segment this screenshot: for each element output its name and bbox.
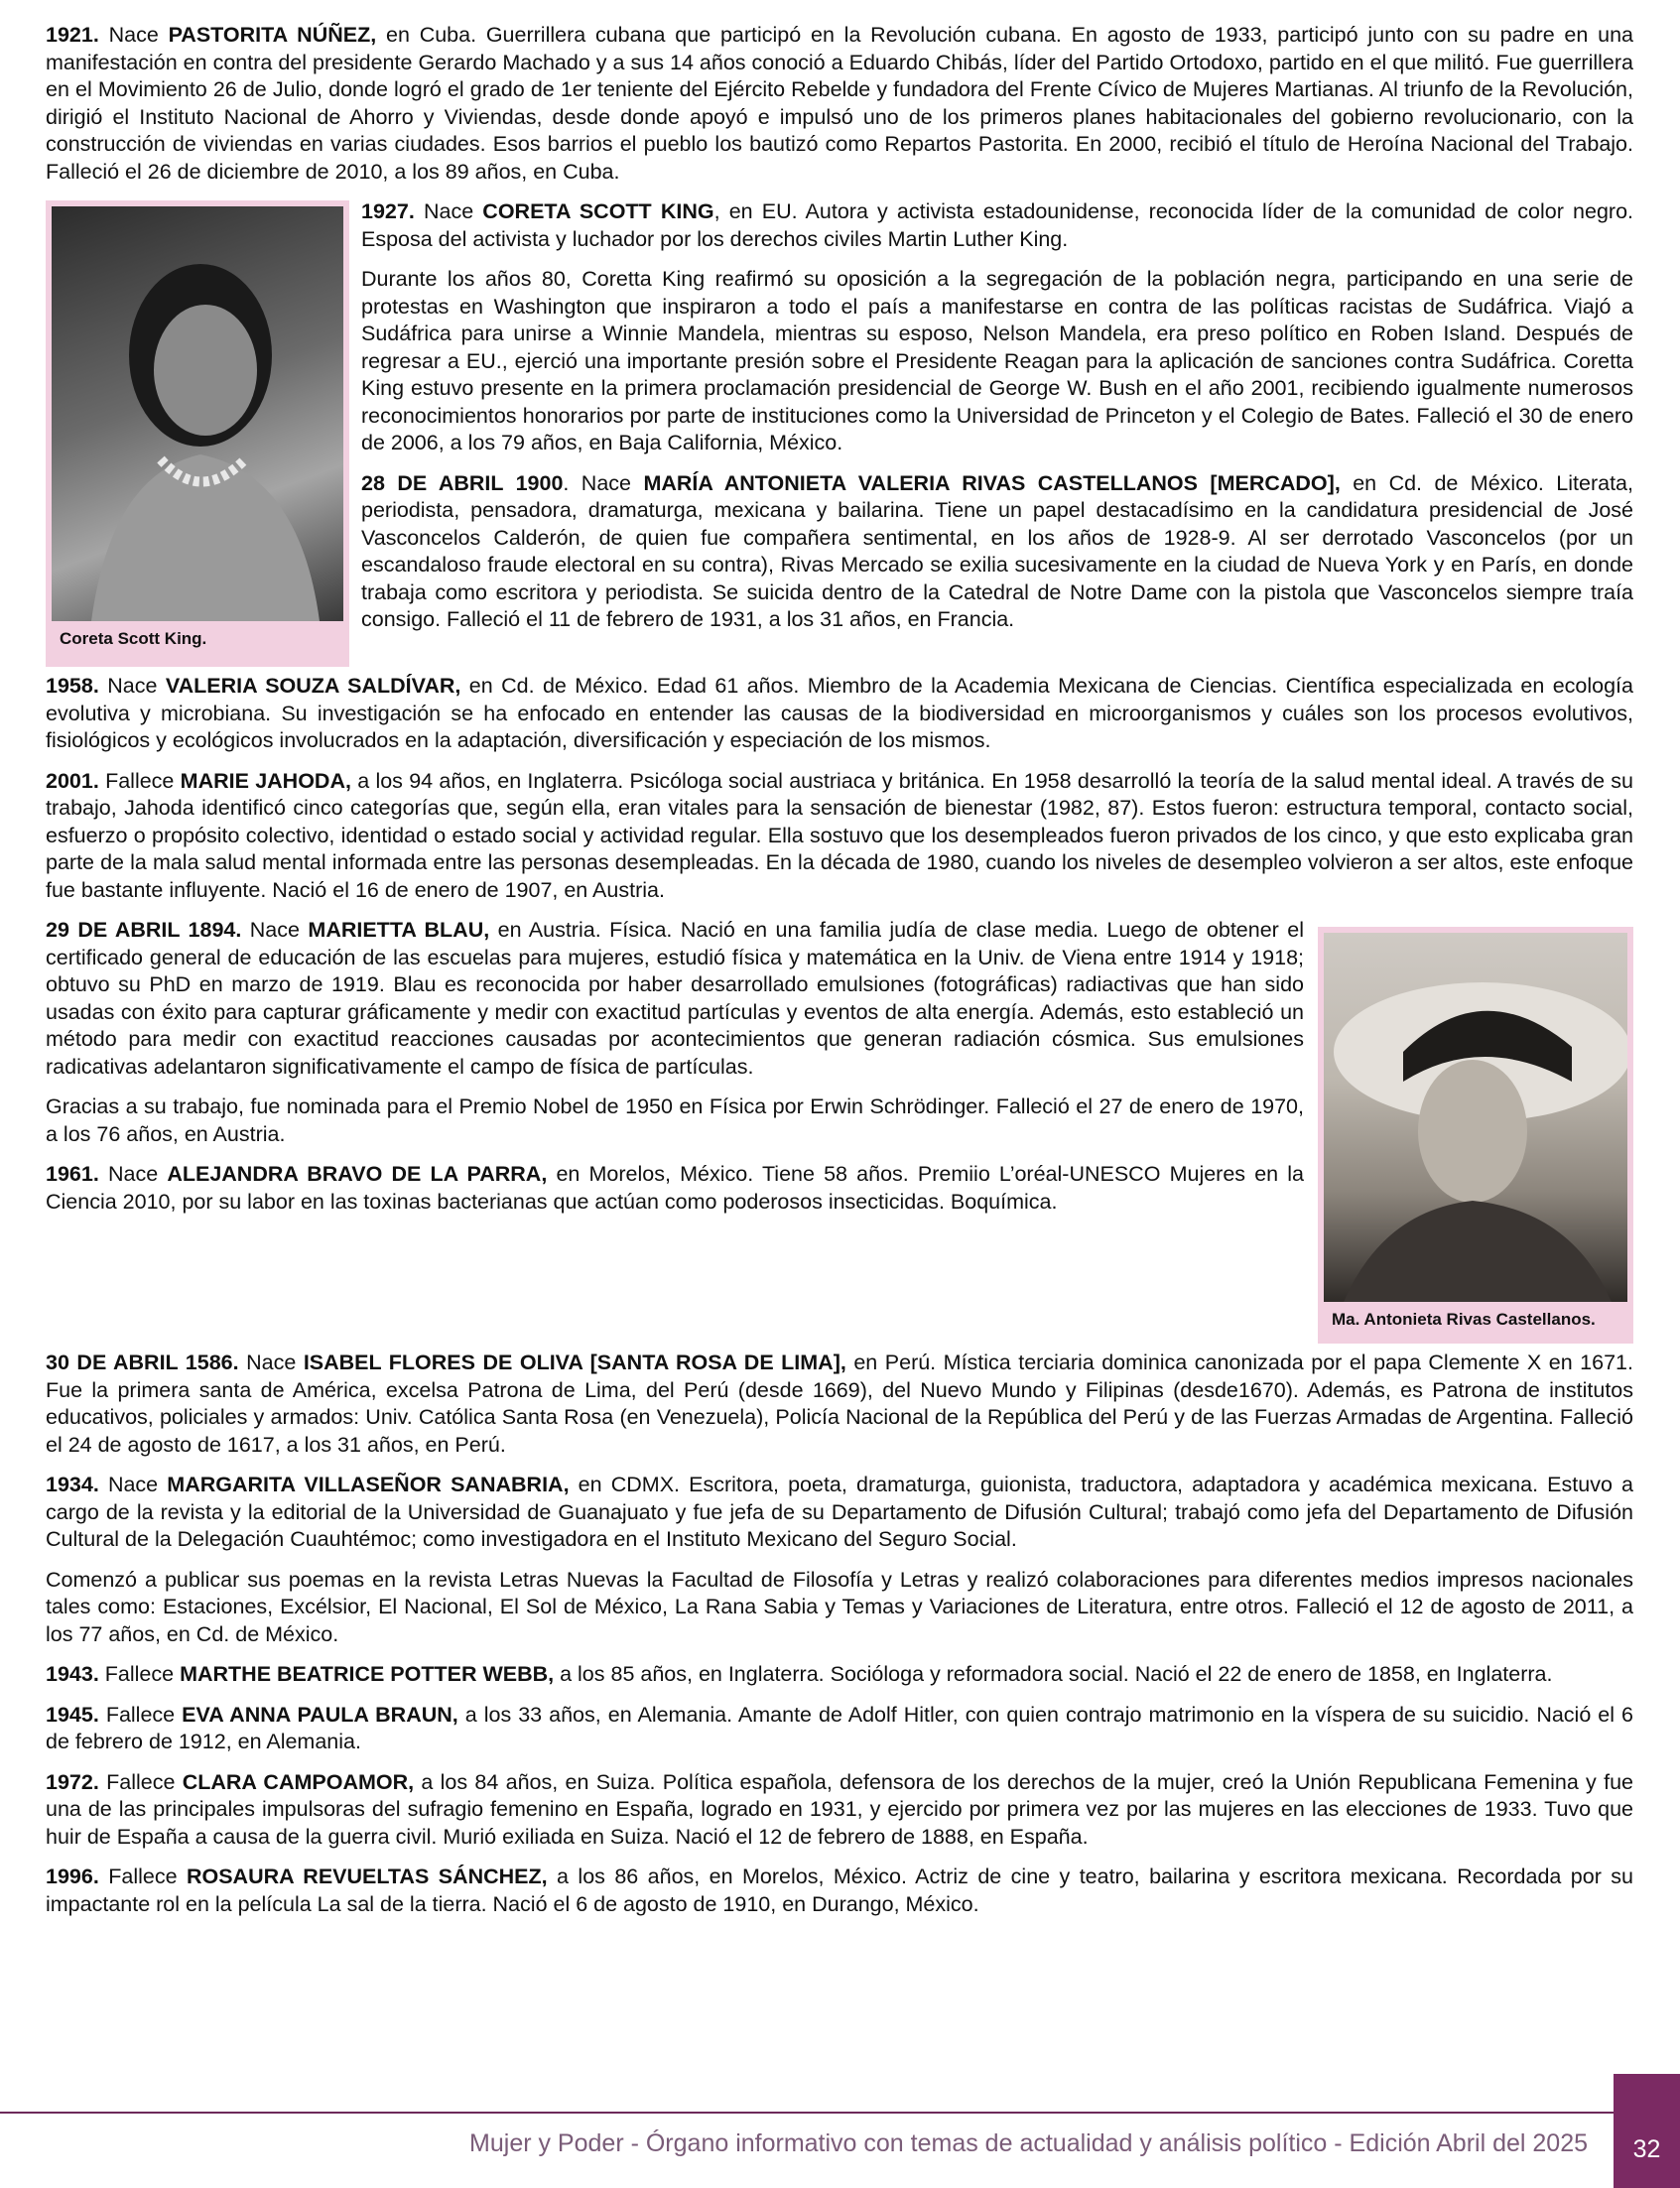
entry-date: 1945. [46,1702,99,1727]
entry-name: CORETA SCOTT KING [482,199,714,223]
entry-verb: Nace [241,918,309,942]
entry-verb: Fallece [98,1702,183,1727]
entry-date: 1921. [46,23,99,47]
entry-verb: . Nace [563,470,644,495]
entry-text: en Cd. de México. Literata, periodista, pensadora, dramaturga, mexicana y bailarina. Tiene un papel destacadísimo en la candidatura presidencial de José Vasconcelos Calderón, de quien fue compañera sentimental, en los años de 1928-9. Al ser derrotado Vasconcelos (por un escandaloso fraude electoral en su contra), Rivas Mercado se exilia sucesivamente en la ciudad de Nueva York y en París, en donde trabaja como escritora y periodista. Se suicida dentro de la Catedral de Notre Dame con la pistola que Vasconcelos siempre traía consigo. Falleció el 11 de febrero de 1931, a los 31 años, en Francia. [361,470,1633,631]
entry-margarita-continued: Comenzó a publicar sus poemas en la revista Letras Nuevas la Facultad de Filosofía y Letras y realizó colaboraciones para diferentes medios impresos nacionales tales como: Estaciones, Excélsior, El Nacional, El Sol de México, La Rana Sabia y Temas y Variaciones de Literatura, entre otros. Falleció el 12 de agosto de 2011, a los 77 años, en Cd. de México. [46,1567,1633,1646]
entry-name: MARGARITA VILLASEÑOR SANABRIA, [167,1473,570,1496]
entry-name: MARTHE BEATRICE POTTER WEBB, [180,1662,555,1686]
portrait-hat-silhouette [1324,933,1627,1302]
entry-marietta-continued: Gracias a su trabajo, fue nominada para el Premio Nobel de 1950 en Física por Erwin Schrödinger. Falleció el 27 de enero de 1970, a los 76 años, en Austria. [46,1094,1304,1146]
entry-date: 1934. [46,1473,99,1496]
entry-clara-campoamor [46,1769,1633,1852]
entry-verb: Nace [98,674,166,698]
entry-marie-jahoda [46,768,1633,905]
figure-caption: Coreta Scott King. [60,629,207,648]
entry-text: a los 86 años, en Morelos, México. Actriz de cine y teatro, bailarina y escritora mexicana. Recordada por su impactante rol en la película La sal de la tierra. Nació el 6 de agosto de 1910, en Durango, México. [46,1865,1633,1916]
footer-publication-text: Mujer y Poder - Órgano informativo con temas de actualidad y análisis político - Edición Abril del 2025 [469,2129,1588,2157]
entry-date: 29 DE ABRIL 1894. [46,918,242,942]
entry-date: 1927. [361,199,415,223]
entry-text: en Cuba. Guerrillera cubana que participó en la Revolución cubana. En agosto de 1933, participó junto con su padre en una manifestación en contra del presidente Gerardo Machado y a sus 14 años conoció a Eduardo Chibás, líder del Partido Ortodoxo, partido en el que militó. Fue guerrillera en el Movimiento 26 de Julio, donde logró el grado de 1er teniente del Ejército Rebelde y fundadora del Frente Cívico de Mujeres Martianas. Al triunfo de la Revolución, dirigió el Instituto Nacional de Ahorro y Viviendas, desde donde apoyó e impulsó uno de los primeros planes habitacionales del gobierno revolucionario, con la construcción de viviendas en varias ciudades. Esos barrios el pueblo los bautizó como Repartos Pastorita. En 2000, recibió el título de Heroína Nacional del Trabajo. Falleció el 26 de diciembre de 2010, a los 89 años, en Cuba. [46,23,1633,184]
figure-caption: Ma. Antonieta Rivas Castellanos. [1332,1310,1596,1329]
figure-coretta-scott-king [46,200,349,667]
entry-name: MARIETTA BLAU, [308,918,490,942]
entry-name: CLARA CAMPOAMOR, [182,1769,415,1794]
entry-text: a los 33 años, en Alemania. Amante de Adolf Hitler, con quien contrajo matrimonio en la víspera de su suicidio. Nació el 6 de febrero de 1912, en Alemania. [46,1702,1633,1753]
entry-eva-braun [46,1702,1633,1756]
article-body [46,22,1633,1931]
entry-date: 1972. [46,1769,99,1794]
entry-text: en Cd. de México. Edad 61 años. Miembro de la Academia Mexicana de Ciencias. Científica especializada en ecología evolutiva y microbiana. Su investigación se ha enfocado en entender las causas de la biodiversidad en microorganismos y cuáles son los procesos evolutivos, fisiológicos y ecológicos involucrados en la adaptación, diversificación y especiación de los mismos. [46,674,1633,752]
portrait-photo-coretta [52,206,343,621]
entry-date: 1943. [46,1662,99,1686]
entry-isabel-flores [46,1350,1633,1459]
page-number-badge: 32 [1614,2074,1680,2188]
entry-marthe-webb [46,1661,1633,1689]
portrait-photo-antonieta [1324,933,1627,1302]
entry-coreta-continued: Durante los años 80, Coretta King reafirmó su oposición a la segregación de la población negra, participando en una serie de protestas en Washington que inspiraron a todo el país a manifestarse en contra de las políticas racistas de Sudáfrica. Viajó a Sudáfrica para unirse a Winnie Mandela, mientras su esposo, Nelson Mandela, era preso político en Roben Island. Después de regresar a EU., ejerció una importante presión sobre el Presidente Reagan para la aplicación de sanciones contra Sudáfrica. Coretta King estuvo presente en la primera proclamación presidencial de George W. Bush en el año 2001, recibiendo igualmente numerosos reconocimientos honorarios por parte de instituciones como la Universidad de Princeton y el Colegio de Bates. Falleció el 30 de enero de 2006, a los 79 años, en Baja California, México. [361,267,1633,454]
entry-verb: Fallece [98,768,181,793]
entry-verb: Fallece [98,1769,183,1794]
entry-name: MARÍA ANTONIETA VALERIA RIVAS CASTELLANOS [MERCADO], [643,470,1341,495]
entry-text: en CDMX. Escritora, poeta, dramaturga, guionista, traductora, adaptadora y académica mexicana. Estuvo a cargo de la revista y la editorial de la Universidad de Guanajuato y fue jefa de su Departamento de Difusión Cultural; trabajó como jefa del Departamento de Difusión Cultural de la Delegación Cuauhtémoc; como investigadora en el Instituto Mexicano del Seguro Social. [46,1473,1634,1551]
entry-valeria-souza [46,673,1633,755]
figure-antonieta-rivas [1318,927,1633,1344]
portrait-silhouette [52,206,343,621]
entry-verb: Nace [238,1351,304,1374]
entry-verb: Fallece [98,1865,187,1888]
entry-text: a los 85 años, en Inglaterra. Socióloga y reformadora social. Nació el 22 de enero de 1858, en Inglaterra. [554,1662,1553,1686]
entry-verb: Nace [98,1473,168,1496]
entry-name: ALEJANDRA BRAVO DE LA PARRA, [167,1162,548,1186]
entry-text: en Perú. Mística terciaria dominica canonizada por el papa Clemente X en 1671. Fue la primera santa de América, excelsa Patrona de Lima, del Perú (desde 1669), del Nuevo Mundo y Filipinas (desde1670). Además, es Patrona de institutos educativos, policiales y armados: Univ. Católica Santa Rosa (en Venezuela), Policía Nacional de la República del Perú y de las Fuerzas Armadas de Argentina. Falleció el 24 de agosto de 1617, a los 31 años, en Perú. [46,1351,1633,1457]
entry-name: VALERIA SOUZA SALDÍVAR, [165,674,461,698]
entry-text: a los 84 años, en Suiza. Política española, defensora de los derechos de la mujer, creó la Unión Republicana Femenina y fue una de las principales impulsoras del sufragio femenino en España, logrado en 1931, y ejercido por primera vez por las mujeres en las elecciones de 1933. Tuvo que huir de España a causa de la guerra civil. Murió exiliada en Suiza. Nació el 12 de febrero de 1888, en España. [46,1769,1633,1849]
entry-date: 2001. [46,768,99,793]
entry-verb: Nace [98,23,169,47]
entry-verb: Nace [98,1162,168,1186]
entry-name: EVA ANNA PAULA BRAUN, [182,1702,458,1727]
entry-date: 1958. [46,674,99,698]
entry-date: 30 DE ABRIL 1586. [46,1351,239,1374]
entry-name: ROSAURA REVUELTAS SÁNCHEZ, [186,1865,548,1888]
entry-text: en Morelos, México. Tiene 58 años. Premiio L’oréal-UNESCO Mujeres en la Ciencia 2010, por su labor en las toxinas bacterianas que actúan como poderosos insecticidas. Boquímica. [46,1162,1304,1214]
entry-pastorita-nunez [46,22,1633,186]
entry-text: en Austria. Física. Nació en una familia judía de clase media. Luego de obtener el certificado general de educación de las escuelas para mujeres, estudió física y matemática en la Univ. de Viena entre 1914 y 1918; obtuvo su PhD en marzo de 1919. Blau es reconocida por haber desarrollado emulsiones (fotográficas) radiactivas que han sido usadas con éxito para capturar gráficamente y medir con exactitud partículas y eventos de alta energía. Además, esto estableció un método para medir con exactitud reacciones causadas por acontecimientos que generan radiación cósmica. Sus emulsiones radicativas adelantaron significativamente el campo de física de partículas. [46,918,1304,1079]
entry-text: a los 94 años, en Inglaterra. Psicóloga social austriaca y británica. En 1958 desarrolló la teoría de la salud mental ideal. A través de su trabajo, Jahoda identificó cinco categorías que, según ella, eran vitales para la sensación de bienestar (1982, 87). Estos fueron: estructura temporal, contacto social, esfuerzo o propósito colectivo, identidad o estado social y actividad regular. Ella sostuvo que los desempleados fueron privados de los cinco, y que esto explicaba gran parte de la mala salud mental informada entre las personas desempleadas. En la década de 1980, cuando los niveles de desempleo volvieron a ser altos, este enfoque fue bastante influyente. Nació el 16 de enero de 1907, en Austria. [46,768,1633,902]
entry-verb: Fallece [98,1662,181,1686]
footer-divider [0,2112,1614,2114]
entry-date: 1996. [46,1865,99,1888]
entry-text: , en EU. Autora y activista estadounidense, reconocida líder de la comunidad de color negro. Esposa del activista y luchador por los derechos civiles Martin Luther King. [361,199,1633,251]
entry-rosaura-revueltas [46,1864,1633,1918]
entry-name: ISABEL FLORES DE OLIVA [SANTA ROSA DE LIMA], [303,1351,846,1374]
entry-date: 1961. [46,1162,99,1186]
entry-name: MARIE JAHODA, [180,768,351,793]
entry-date: 28 DE ABRIL 1900 [361,470,564,495]
entry-verb: Nace [414,199,483,223]
entry-name: PASTORITA NÚÑEZ, [168,23,377,47]
entry-margarita-villasenor [46,1472,1633,1554]
